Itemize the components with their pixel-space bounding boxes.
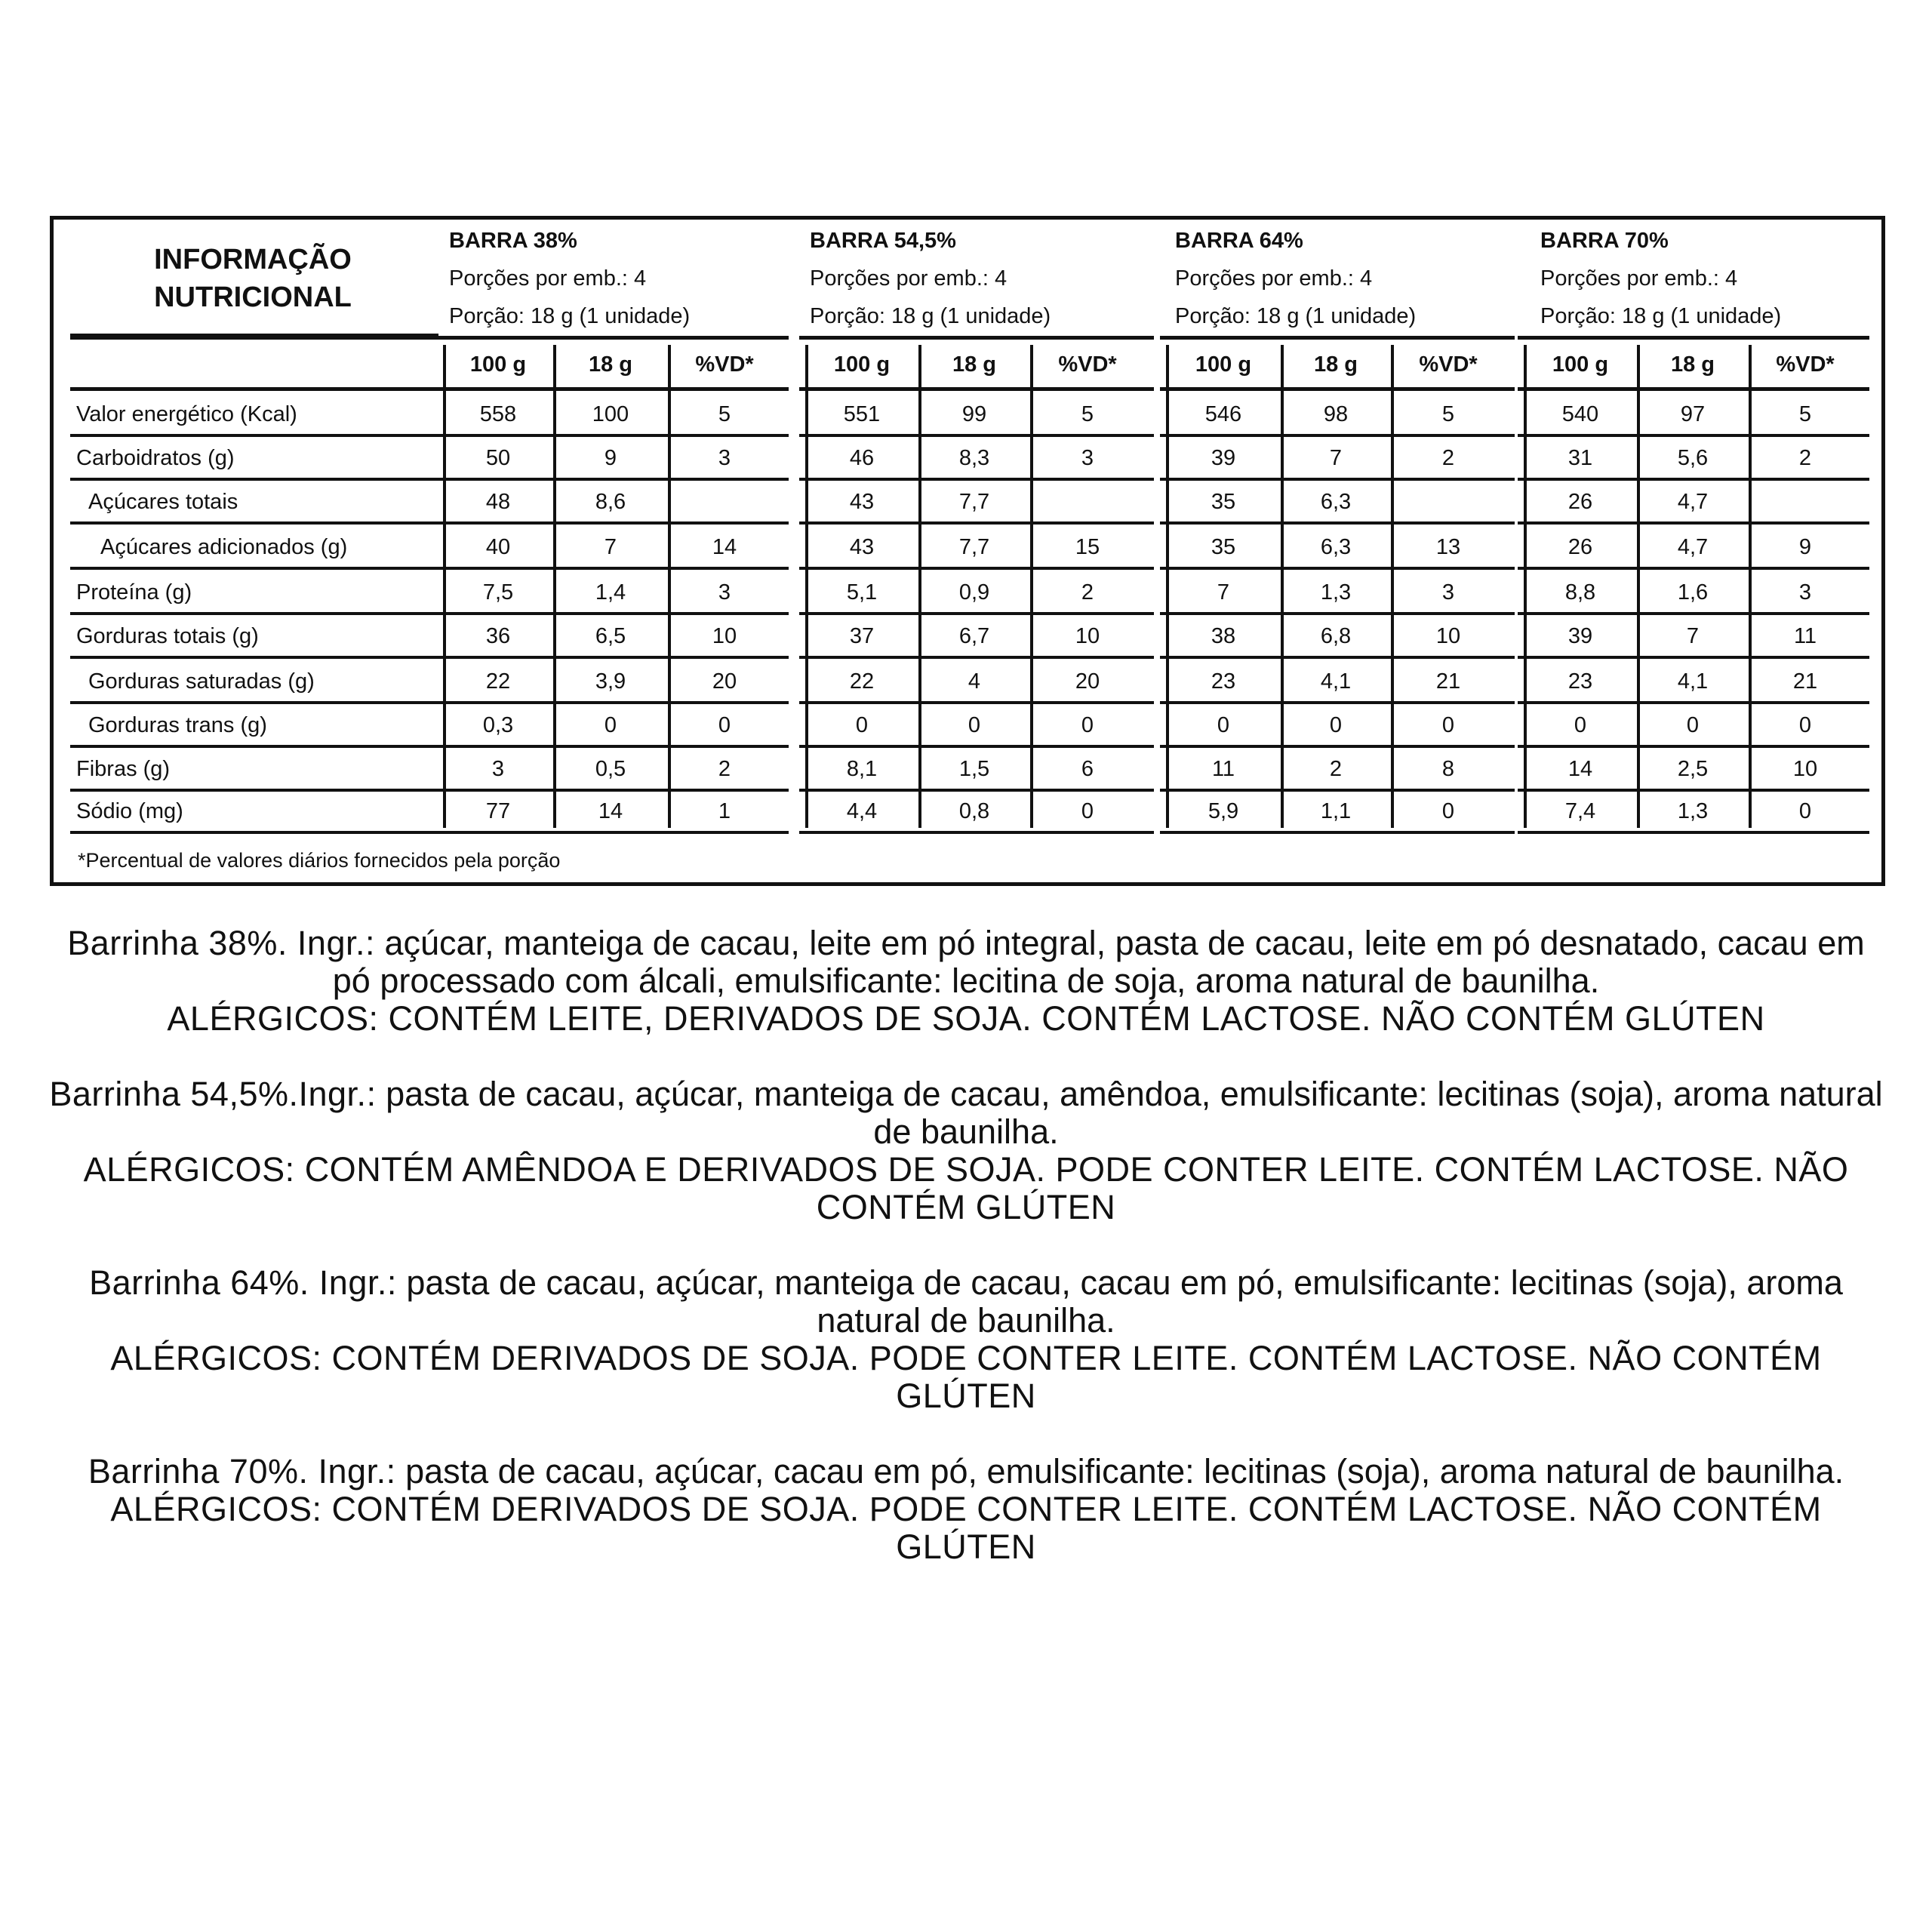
row-divider: [799, 434, 1154, 437]
table-cell: 8,8: [1564, 580, 1596, 605]
table-cell: 1,3: [1677, 799, 1709, 823]
table-cell: 0: [1217, 713, 1230, 737]
column-header: 100 g: [1552, 352, 1609, 377]
table-cell: 20: [712, 669, 737, 694]
table-cell: 21: [1792, 669, 1818, 694]
row-divider: [1518, 745, 1869, 748]
ingredients-title: Barrinha 54,5%.Ingr.:: [49, 1075, 377, 1113]
row-divider: [437, 656, 789, 659]
table-cell: 6,5: [595, 624, 626, 648]
table-cell: 0,8: [958, 799, 990, 823]
row-divider: [799, 831, 1154, 834]
row-divider: [70, 434, 443, 437]
table-cell: 26: [1567, 490, 1593, 514]
row-divider: [1160, 567, 1515, 570]
column-header: %VD*: [1776, 352, 1835, 377]
bar-header-line: [1518, 336, 1869, 340]
row-divider: [799, 612, 1154, 615]
allergens-text: ALÉRGICOS: CONTÉM DERIVADOS DE SOJA. PODE CONTER LEITE. CONTÉM LACTOSE. NÃO CONTÉM GLÚTEN: [110, 1490, 1822, 1566]
row-label: Gorduras totais (g): [76, 624, 259, 648]
table-cell: 6,3: [1320, 535, 1352, 559]
table-cell: 4,7: [1677, 535, 1709, 559]
table-cell: 99: [961, 402, 987, 426]
column-header: 18 g: [1670, 352, 1715, 377]
row-divider: [70, 701, 443, 704]
column-header: 100 g: [1195, 352, 1252, 377]
ingredients-block-38: [45, 924, 1887, 1038]
row-divider: [1518, 567, 1869, 570]
row-label: Gorduras saturadas (g): [88, 669, 315, 694]
row-divider: [799, 478, 1154, 481]
table-cell: 8,6: [595, 490, 626, 514]
table-cell: 1,3: [1320, 580, 1352, 605]
table-cell: 23: [1567, 669, 1593, 694]
bar-name: BARRA 38%: [449, 229, 577, 253]
table-cell: 9: [1798, 535, 1812, 559]
table-cell: 6,8: [1320, 624, 1352, 648]
row-label: Proteína (g): [76, 580, 192, 605]
table-cell: 3: [718, 446, 731, 470]
row-divider: [1518, 521, 1869, 525]
table-cell: 15: [1075, 535, 1100, 559]
row-divider: [437, 789, 789, 792]
table-cell: 10: [1075, 624, 1100, 648]
allergens-text: ALÉRGICOS: CONTÉM LEITE, DERIVADOS DE SOJA. CONTÉM LACTOSE. NÃO CONTÉM GLÚTEN: [167, 999, 1765, 1038]
column-header: 18 g: [952, 352, 997, 377]
row-divider: [1160, 789, 1515, 792]
table-cell: 46: [849, 446, 875, 470]
row-label: Açúcares totais: [88, 490, 238, 514]
bar-portions: Porções por emb.: 4: [1175, 266, 1373, 291]
table-cell: 40: [485, 535, 511, 559]
table-title: INFORMAÇÃO: [154, 244, 352, 275]
table-cell: 13: [1435, 535, 1461, 559]
row-divider: [799, 745, 1154, 748]
table-cell: 4,4: [846, 799, 878, 823]
table-cell: 0,3: [482, 713, 514, 737]
title-underline: [70, 334, 438, 340]
table-cell: 21: [1435, 669, 1461, 694]
bar-portions: Porções por emb.: 4: [1540, 266, 1738, 291]
bar-portion-size: Porção: 18 g (1 unidade): [1175, 304, 1417, 328]
row-divider: [799, 656, 1154, 659]
row-divider: [70, 789, 443, 792]
table-cell: 0,9: [958, 580, 990, 605]
row-divider: [70, 521, 443, 525]
table-cell: 3: [491, 757, 505, 781]
table-cell: 5: [718, 402, 731, 426]
row-divider: [1518, 789, 1869, 792]
row-divider: [437, 701, 789, 704]
row-label: Fibras (g): [76, 757, 171, 781]
table-cell: 0: [1798, 713, 1812, 737]
table-cell: 7: [1329, 446, 1343, 470]
table-cell: 6,7: [958, 624, 990, 648]
table-cell: 0: [1441, 799, 1455, 823]
table-cell: 0: [968, 713, 981, 737]
column-header: %VD*: [1058, 352, 1117, 377]
row-divider: [1518, 478, 1869, 481]
table-cell: 7: [1686, 624, 1700, 648]
table-cell: 5: [1798, 402, 1812, 426]
column-header-line: [799, 387, 1154, 391]
table-cell: 540: [1561, 402, 1599, 426]
table-cell: 7,7: [958, 490, 990, 514]
table-cell: 8: [1441, 757, 1455, 781]
column-header: 18 g: [588, 352, 633, 377]
row-divider: [1160, 434, 1515, 437]
column-header: %VD*: [1419, 352, 1478, 377]
table-cell: 77: [485, 799, 511, 823]
table-cell: 97: [1680, 402, 1706, 426]
nutrition-table: [50, 216, 1885, 886]
ingredients-text: pasta de cacau, açúcar, manteiga de cacau, cacau em pó, emulsificante: lecitinas (soja), aroma natural de baunilha.: [396, 1263, 1843, 1340]
table-cell: 0: [1081, 799, 1094, 823]
row-divider: [437, 745, 789, 748]
row-divider: [1160, 656, 1515, 659]
bar-portions: Porções por emb.: 4: [810, 266, 1008, 291]
table-cell: 8,3: [958, 446, 990, 470]
table-cell: 7: [604, 535, 617, 559]
table-cell: 4,1: [1320, 669, 1352, 694]
ingredients-title: Barrinha 70%. Ingr.:: [88, 1452, 396, 1491]
row-divider: [437, 831, 789, 834]
column-header-line: [1518, 387, 1869, 391]
table-cell: 546: [1204, 402, 1242, 426]
row-divider: [437, 612, 789, 615]
table-cell: 23: [1211, 669, 1236, 694]
row-divider: [70, 656, 443, 659]
table-cell: 39: [1567, 624, 1593, 648]
table-cell: 9: [604, 446, 617, 470]
table-cell: 0: [1798, 799, 1812, 823]
bar-portions: Porções por emb.: 4: [449, 266, 647, 291]
bar-portion-size: Porção: 18 g (1 unidade): [810, 304, 1051, 328]
table-cell: 10: [1435, 624, 1461, 648]
row-divider: [1518, 701, 1869, 704]
table-cell: 2,5: [1677, 757, 1709, 781]
table-cell: 26: [1567, 535, 1593, 559]
row-divider: [1160, 478, 1515, 481]
table-cell: 3: [1441, 580, 1455, 605]
table-cell: 558: [479, 402, 517, 426]
table-cell: 4: [968, 669, 981, 694]
column-header-line: [437, 387, 789, 391]
row-divider: [437, 434, 789, 437]
row-divider: [799, 567, 1154, 570]
row-divider: [437, 478, 789, 481]
bar-name: BARRA 64%: [1175, 229, 1303, 253]
row-divider: [1518, 656, 1869, 659]
table-cell: 1,5: [958, 757, 990, 781]
row-divider: [70, 745, 443, 748]
allergens-text: ALÉRGICOS: CONTÉM DERIVADOS DE SOJA. PODE CONTER LEITE. CONTÉM LACTOSE. NÃO CONTÉM GLÚTEN: [110, 1339, 1822, 1415]
table-cell: 100: [592, 402, 629, 426]
table-cell: 0: [718, 713, 731, 737]
table-cell: 1,1: [1320, 799, 1352, 823]
table-cell: 50: [485, 446, 511, 470]
table-cell: 2: [718, 757, 731, 781]
bar-header-line: [437, 336, 789, 340]
table-cell: 37: [849, 624, 875, 648]
row-divider: [70, 612, 443, 615]
ingredients-text: açúcar, manteiga de cacau, leite em pó integral, pasta de cacau, leite em pó desnatado, cacau em pó processado com álcali, emulsificante: lecitina de soja, aroma natural de baunilha.: [332, 924, 1865, 1000]
table-cell: 10: [712, 624, 737, 648]
table-cell: 0,5: [595, 757, 626, 781]
table-cell: 35: [1211, 490, 1236, 514]
row-divider: [1518, 831, 1869, 834]
table-cell: 7: [1217, 580, 1230, 605]
row-label: Sódio (mg): [76, 799, 183, 823]
table-cell: 0: [855, 713, 869, 737]
table-cell: 3: [1081, 446, 1094, 470]
row-label: Gorduras trans (g): [88, 713, 267, 737]
table-cell: 4,1: [1677, 669, 1709, 694]
table-cell: 3: [718, 580, 731, 605]
table-cell: 1,6: [1677, 580, 1709, 605]
table-title: NUTRICIONAL: [154, 281, 352, 313]
table-cell: 2: [1798, 446, 1812, 470]
table-cell: 5: [1441, 402, 1455, 426]
table-cell: 11: [1211, 757, 1235, 781]
table-cell: 0: [1081, 713, 1094, 737]
ingredients-block-64: [45, 1264, 1887, 1415]
table-cell: 0: [1329, 713, 1343, 737]
table-cell: 35: [1211, 535, 1236, 559]
table-cell: 22: [485, 669, 511, 694]
table-cell: 1: [718, 799, 731, 823]
row-divider: [70, 831, 443, 834]
row-divider: [1160, 612, 1515, 615]
table-cell: 48: [485, 490, 511, 514]
bar-header-line: [799, 336, 1154, 340]
table-footnote: *Percentual de valores diários fornecidos pela porção: [78, 849, 561, 872]
table-cell: 551: [843, 402, 881, 426]
column-header-line: [70, 387, 443, 391]
table-cell: 5,6: [1677, 446, 1709, 470]
table-cell: 31: [1567, 446, 1593, 470]
table-cell: 14: [712, 535, 737, 559]
row-divider: [437, 521, 789, 525]
column-header: 100 g: [833, 352, 891, 377]
ingredients-title: Barrinha 38%. Ingr.:: [67, 924, 375, 962]
row-divider: [799, 521, 1154, 525]
table-cell: 6,3: [1320, 490, 1352, 514]
table-cell: 3: [1798, 580, 1812, 605]
table-cell: 43: [849, 490, 875, 514]
table-cell: 0: [1574, 713, 1587, 737]
table-cell: 38: [1211, 624, 1236, 648]
table-cell: 4,7: [1677, 490, 1709, 514]
table-cell: 11: [1793, 624, 1817, 648]
table-cell: 0: [1686, 713, 1700, 737]
table-cell: 10: [1792, 757, 1818, 781]
column-header: 100 g: [469, 352, 527, 377]
table-cell: 5: [1081, 402, 1094, 426]
row-divider: [70, 478, 443, 481]
ingredients-block-70: [45, 1453, 1887, 1566]
table-cell: 0: [1441, 713, 1455, 737]
row-divider: [1160, 521, 1515, 525]
table-cell: 0: [604, 713, 617, 737]
table-cell: 20: [1075, 669, 1100, 694]
bar-portion-size: Porção: 18 g (1 unidade): [1540, 304, 1782, 328]
bar-portion-size: Porção: 18 g (1 unidade): [449, 304, 691, 328]
row-divider: [1160, 701, 1515, 704]
ingredients-text: pasta de cacau, açúcar, cacau em pó, emulsificante: lecitinas (soja), aroma natural de baunilha.: [395, 1452, 1844, 1491]
row-divider: [799, 701, 1154, 704]
bar-name: BARRA 70%: [1540, 229, 1669, 253]
row-divider: [799, 789, 1154, 792]
table-cell: 14: [1567, 757, 1593, 781]
table-cell: 98: [1323, 402, 1349, 426]
ingredients-text: pasta de cacau, açúcar, manteiga de cacau, amêndoa, emulsificante: lecitinas (soja), aroma natural de baunilha.: [376, 1075, 1883, 1151]
row-label: Açúcares adicionados (g): [100, 535, 348, 559]
table-cell: 5,9: [1208, 799, 1239, 823]
row-divider: [1518, 434, 1869, 437]
row-divider: [1518, 612, 1869, 615]
column-header: 18 g: [1313, 352, 1358, 377]
table-cell: 2: [1329, 757, 1343, 781]
bar-header-line: [1160, 336, 1515, 340]
bar-name: BARRA 54,5%: [810, 229, 956, 253]
column-header: %VD*: [695, 352, 754, 377]
ingredients-title: Barrinha 64%. Ingr.:: [89, 1263, 397, 1302]
ingredients-section: [45, 924, 1887, 1604]
row-divider: [70, 567, 443, 570]
row-divider: [437, 567, 789, 570]
allergens-text: ALÉRGICOS: CONTÉM AMÊNDOA E DERIVADOS DE SOJA. PODE CONTER LEITE. CONTÉM LACTOSE. NÃO CONTÉM GLÚTEN: [83, 1150, 1849, 1226]
column-header-line: [1160, 387, 1515, 391]
table-cell: 36: [485, 624, 511, 648]
table-cell: 22: [849, 669, 875, 694]
row-divider: [1160, 745, 1515, 748]
table-cell: 1,4: [595, 580, 626, 605]
ingredients-block-54-5: [45, 1075, 1887, 1226]
row-label: Valor energético (Kcal): [76, 402, 297, 426]
table-cell: 6: [1081, 757, 1094, 781]
row-label: Carboidratos (g): [76, 446, 235, 470]
table-cell: 8,1: [846, 757, 878, 781]
table-cell: 5,1: [846, 580, 878, 605]
table-cell: 7,5: [482, 580, 514, 605]
row-divider: [1160, 831, 1515, 834]
table-cell: 43: [849, 535, 875, 559]
table-cell: 2: [1081, 580, 1094, 605]
table-cell: 7,4: [1564, 799, 1596, 823]
table-cell: 7,7: [958, 535, 990, 559]
table-cell: 2: [1441, 446, 1455, 470]
table-cell: 14: [598, 799, 623, 823]
table-cell: 3,9: [595, 669, 626, 694]
table-cell: 39: [1211, 446, 1236, 470]
